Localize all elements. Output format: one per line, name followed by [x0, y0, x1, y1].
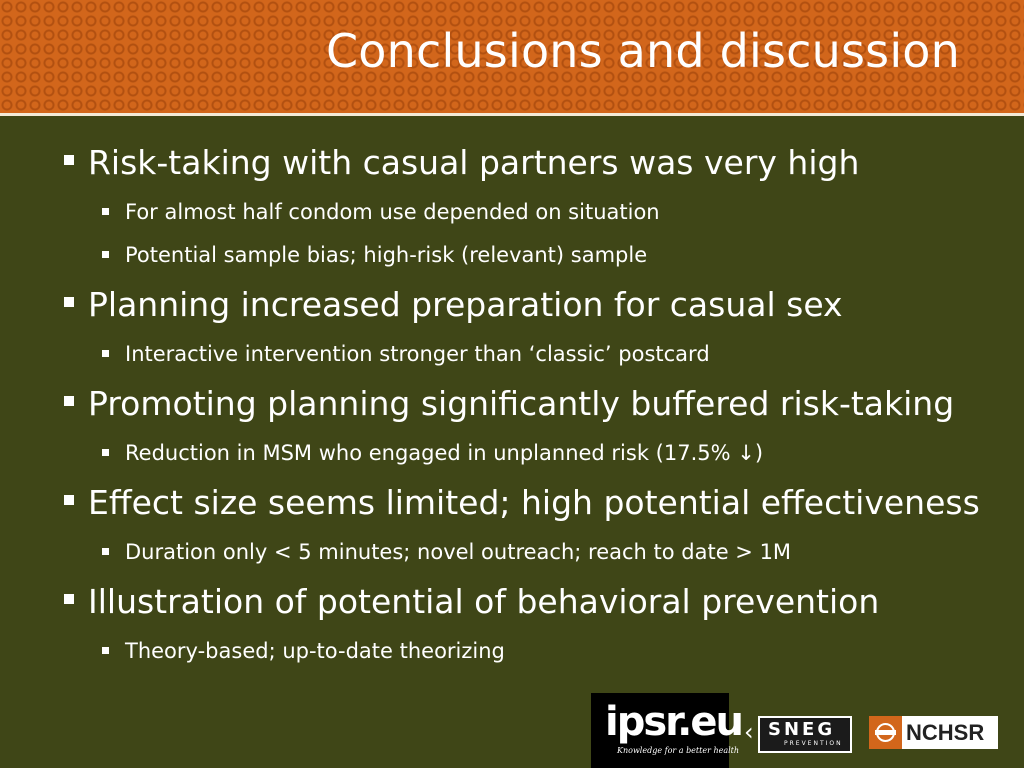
bullet-text: Risk-taking with casual partners was very high — [88, 143, 860, 182]
bullet-text: Effect size seems limited; high potential effectiveness — [88, 483, 980, 522]
sub-bullet-square-icon — [102, 548, 109, 555]
sneg-logo-subtext: PREVENTION — [784, 740, 843, 747]
sub-bullet-square-icon — [102, 208, 109, 215]
bullet-item — [64, 285, 843, 324]
bullet-text: Planning increased preparation for casual sex — [88, 285, 843, 324]
bullet-square-icon — [64, 396, 74, 406]
nchsr-logo — [869, 716, 998, 749]
bullet-square-icon — [64, 594, 74, 604]
nchsr-logo-text: NCHSR — [906, 720, 985, 745]
sub-bullet-item — [102, 243, 647, 267]
sneg-logo-box — [758, 716, 852, 753]
sub-bullet-text: Interactive intervention stronger than ‘classic’ postcard — [125, 342, 710, 366]
sub-bullet-text: Duration only < 5 minutes; novel outreach; reach to date > 1M — [125, 540, 792, 564]
bullet-text: Promoting planning significantly buffered risk-taking — [88, 384, 955, 423]
sub-bullet-square-icon — [102, 647, 109, 654]
sub-bullet-square-icon — [102, 449, 109, 456]
sub-bullet-square-icon — [102, 251, 109, 258]
chevron-left-icon: ‹ — [744, 718, 754, 746]
sub-bullet-item — [102, 639, 505, 663]
bullet-text: Illustration of potential of behavioral prevention — [88, 582, 880, 621]
sub-bullet-text: Theory-based; up-to-date theorizing — [125, 639, 505, 663]
sub-bullet-text: Reduction in MSM who engaged in unplanned risk (17.5% ↓) — [125, 441, 764, 465]
header-divider — [0, 113, 1024, 116]
ipsr-logo-tagline: Knowledge for a better health — [617, 746, 740, 755]
bullet-square-icon — [64, 297, 74, 307]
bullet-square-icon — [64, 155, 74, 165]
ipsr-logo-text: ipsr.eu — [605, 699, 742, 745]
bullet-item — [64, 384, 954, 423]
bullet-item — [64, 582, 879, 621]
sub-bullet-item — [102, 441, 763, 465]
sub-bullet-text: For almost half condom use depended on situation — [125, 200, 660, 224]
bullet-item — [64, 483, 980, 522]
sneg-logo — [744, 715, 850, 751]
sub-bullet-item — [102, 342, 710, 366]
sub-bullet-square-icon — [102, 350, 109, 357]
sub-bullet-item — [102, 200, 660, 224]
bullet-square-icon — [64, 495, 74, 505]
slide-title: Conclusions and discussion — [325, 24, 960, 78]
bullet-item — [64, 143, 859, 182]
ipsr-logo — [591, 693, 742, 768]
nchsr-emblem-icon — [869, 716, 902, 749]
sub-bullet-text: Potential sample bias; high-risk (relevant) sample — [125, 243, 648, 267]
sneg-logo-text: SNEG — [768, 719, 836, 740]
sub-bullet-item — [102, 540, 791, 564]
